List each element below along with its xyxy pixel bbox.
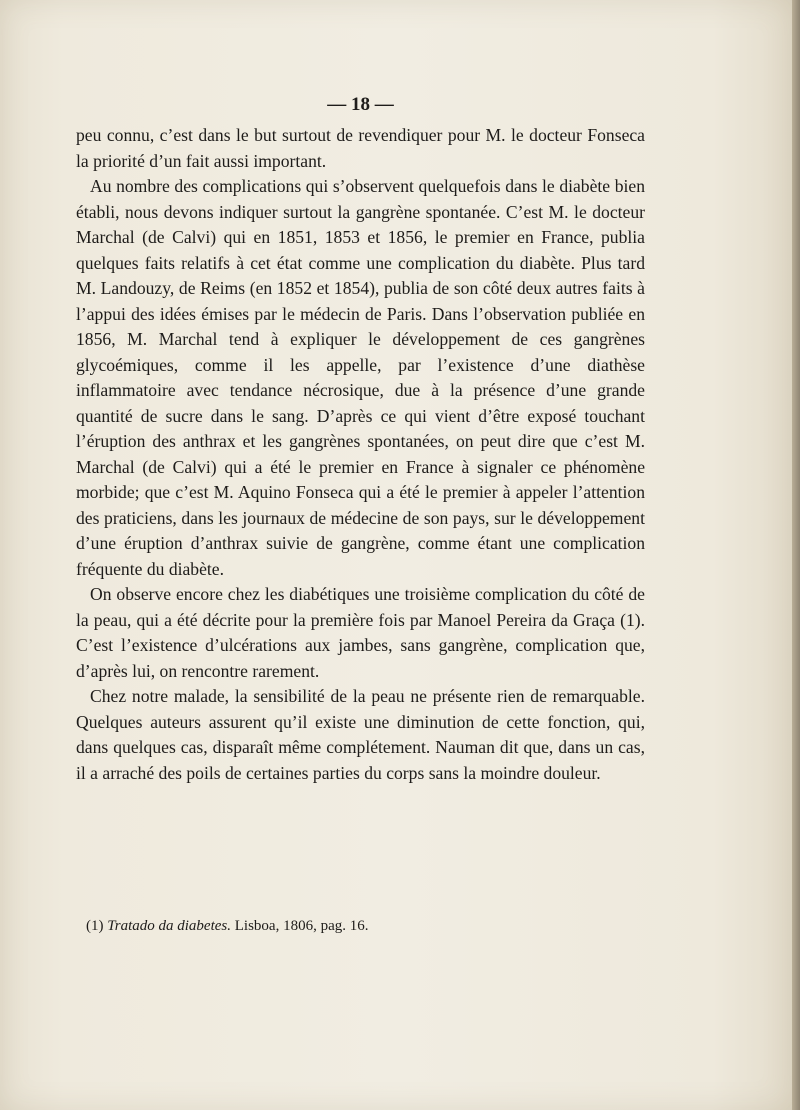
- page-edge: [792, 0, 800, 1110]
- paragraph-4: Chez notre malade, la sensibilité de la peau ne présente rien de remarquable. Quelques auteurs assurent qu’il existe une diminution de cette fonction, qui, dans quelques cas, disparaît même complétement. Nauman dit que, dans un cas, il a arraché des poils de certaines parties du corps sans la moindre douleur.: [76, 686, 645, 783]
- footnote: [86, 918, 646, 935]
- footnote-marker: (1): [86, 918, 104, 934]
- paragraph-2: Au nombre des complications qui s’observent quelquefois dans le diabète bien établi, nous devons indiquer surtout la gangrène spontanée. C’est M. le docteur Marchal (de Calvi) qui en 1851, 1853 et 1856, le premier en France, publia quelques faits relatifs à cet état comme une complication du diabète. Plus tard M. Landouzy, de Reims (en 1852 et 1854), publia de son côté deux autres faits à l’appui des idées émises par le médecin de Paris. Dans l’observation publiée en 1856, M. Marchal tend à expliquer le développement de ces gangrènes glycoémiques, comme il les appelle, par l’existence d’une diathèse inflammatoire avec tendance nécrosique, due à la présence d’une grande quantité de sucre dans le sang. D’après ce qui vient d’être exposé touchant l’éruption des anthrax et les gangrènes spontanées, on peut dire que c’est M. Marchal (de Calvi) qui a été le premier en France à signaler ce phénomène morbide; que c’est M. Aquino Fonseca qui a été le premier à appeler l’attention des praticiens, dans les journaux de médecine de son pays, sur le développement d’une éruption d’anthrax suivie de gangrène, comme étant une complication fréquente du diabète.: [76, 176, 645, 579]
- footnote-title: Tratado da diabetes.: [107, 918, 232, 934]
- page-number: — 18 —: [327, 94, 394, 115]
- footnote-reference: Lisboa, 1806, pag. 16.: [234, 918, 369, 934]
- paragraph-3: On observe encore chez les diabétiques une troisième complication du côté de la peau, qui a été décrite pour la première fois par Manoel Pereira da Graça (1). C’est l’existence d’ulcérations aux jambes, sans gangrène, complication que, d’après lui, on rencontre rarement.: [76, 584, 645, 681]
- paragraph-1: peu connu, c’est dans le but surtout de revendiquer pour M. le docteur Fonseca la priorité d’un fait aussi important.: [76, 125, 645, 171]
- page-text: [76, 92, 645, 786]
